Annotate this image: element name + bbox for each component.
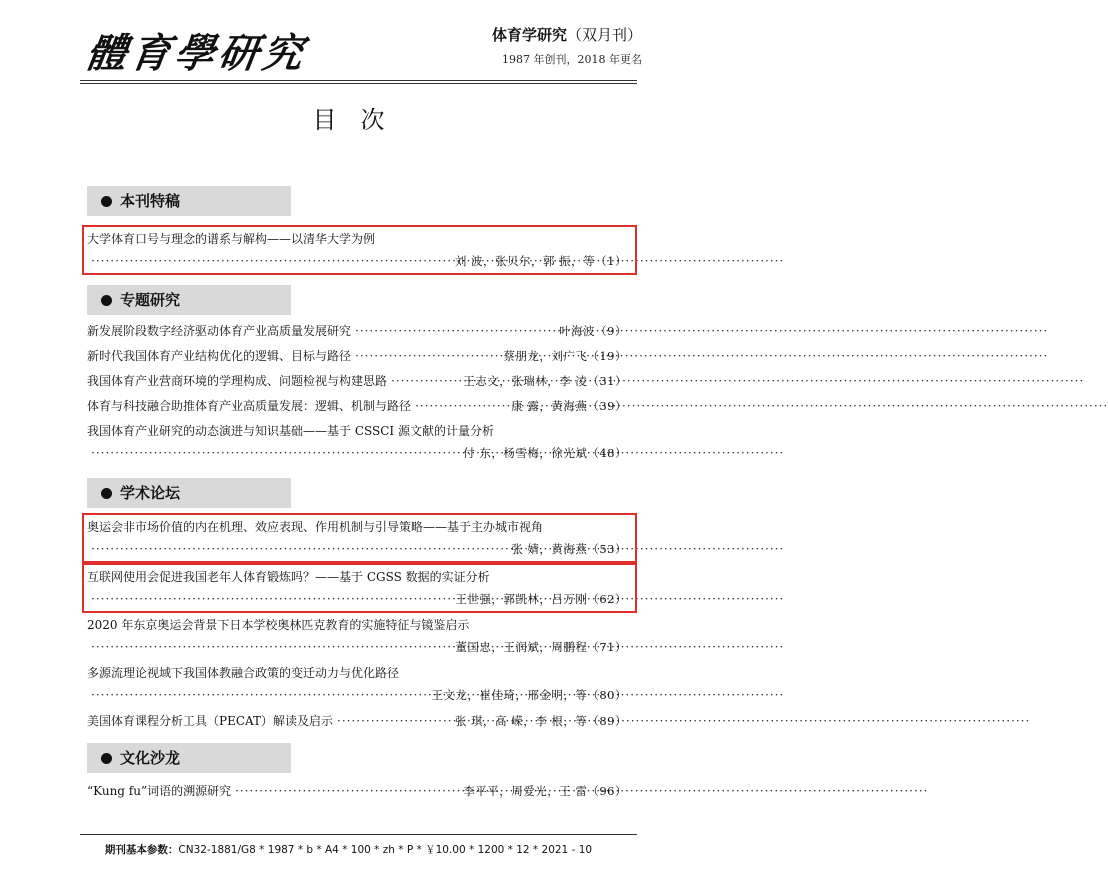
entry-page: 96 xyxy=(599,784,615,798)
section-title: 专题研究 xyxy=(120,291,181,309)
entry-title: 我国体育产业研究的动态演进与知识基础——基于 CSSCI 源文献的计量分析 xyxy=(87,424,494,438)
bullet-icon xyxy=(101,753,112,764)
entry-authors: 付 东，杨雪梅，徐光斌（48） xyxy=(463,446,627,460)
entry-title: 我国体育产业营商环境的学理构成、问题检视与构建思路 xyxy=(87,374,388,388)
highlight-box xyxy=(82,563,637,613)
leader-dots xyxy=(355,320,555,342)
bullet-icon xyxy=(101,295,112,306)
bullet-icon xyxy=(101,196,112,207)
journal-frequency: （双月刊） xyxy=(566,26,642,44)
entry-title: 多源流理论视域下我国体教融合政策的变迁动力与优化路径 xyxy=(87,666,400,680)
entry-title: 新时代我国体育产业结构优化的逻辑、目标与路径 xyxy=(87,349,352,363)
entry-title: 奥运会非市场价值的内在机理、效应表现、作用机制与引导策略——基于主办城市视角 xyxy=(87,520,544,534)
entry-title: 新发展阶段数字经济驱动体育产业高质量发展研究 xyxy=(87,324,352,338)
bullet-icon xyxy=(101,488,112,499)
entry-page: 80 xyxy=(599,688,615,702)
highlight-box xyxy=(82,513,637,563)
section-header-culture xyxy=(87,743,291,773)
entry-page: 19 xyxy=(599,349,615,363)
footer-rule xyxy=(80,834,637,835)
entry-page: 31 xyxy=(599,374,615,388)
entry-page: 39 xyxy=(599,399,615,413)
entry-authors: 康 露，黄海燕（39） xyxy=(511,399,627,413)
leader-dots xyxy=(355,345,499,367)
entry-authors: 王世强，郭凯林，吕万刚（62） xyxy=(455,592,627,606)
entry-page: 71 xyxy=(599,640,615,654)
entry-title: 体育与科技融合助推体育产业高质量发展：逻辑、机制与路径 xyxy=(87,399,412,413)
entry-authors: 王志文，张瑞林，李 凌（31） xyxy=(463,374,627,388)
highlight-box xyxy=(82,225,637,275)
journal-name xyxy=(492,24,642,45)
entry-page: 9 xyxy=(607,324,615,338)
toc-entry[interactable] xyxy=(87,614,627,658)
entry-title: 大学体育口号与理念的谱系与解构——以清华大学为例 xyxy=(87,232,376,246)
header-rule xyxy=(80,80,637,81)
entry-authors: 张 婧，黄海燕（53） xyxy=(511,542,627,556)
entry-authors: 蔡朋龙，刘广飞（19） xyxy=(503,349,627,363)
leader-dots xyxy=(91,636,451,658)
leader-dots xyxy=(91,442,459,464)
toc-entry[interactable] xyxy=(87,710,627,732)
entry-authors: 刘 波，张贝尔，郭 振，等（1） xyxy=(454,254,627,268)
journal-name-text: 体育学研究 xyxy=(491,26,567,44)
toc-entry[interactable] xyxy=(87,780,627,802)
leader-dots xyxy=(235,780,459,802)
parameters-label: 期刊基本参数： xyxy=(104,844,179,856)
section-header-special xyxy=(87,285,291,315)
entry-page: 89 xyxy=(599,714,615,728)
leader-dots xyxy=(91,684,427,706)
parameters-value: CN32-1881/G8 * 1987 * b * A4 * 100 * zh * P * ￥10.00 * 1200 * 12 * 2021 - 10 xyxy=(178,844,593,856)
toc-entry[interactable] xyxy=(87,320,627,342)
toc-entry[interactable] xyxy=(87,395,627,417)
toc-entry[interactable] xyxy=(87,662,627,706)
entry-title: “Kung fu”词语的溯源研究 xyxy=(87,784,232,798)
leader-dots xyxy=(337,710,451,732)
entry-authors: 张 琪，高 嵘，李 根，等（89） xyxy=(454,714,627,728)
page-title: 目次 xyxy=(312,106,409,134)
leader-dots xyxy=(415,395,507,417)
journal-parameters xyxy=(0,842,697,857)
entry-page: 62 xyxy=(599,592,615,606)
toc-entry[interactable] xyxy=(87,370,627,392)
journal-logo: 體育學研究 xyxy=(83,30,310,77)
section-header-forum xyxy=(87,478,291,508)
entry-authors: 叶海波（9） xyxy=(559,324,627,338)
entry-title: 互联网使用会促进我国老年人体育锻炼吗？——基于 CGSS 数据的实证分析 xyxy=(87,570,490,584)
entry-authors: 董国忠，王润斌，周鹏程（71） xyxy=(455,640,627,654)
toc-entry[interactable] xyxy=(87,420,627,464)
toc-entry[interactable] xyxy=(87,345,627,367)
entry-authors: 李平平，周爱光，王 雷（96） xyxy=(463,784,627,798)
entry-title: 2020 年东京奥运会背景下日本学校奥林匹克教育的实施特征与镜鉴启示 xyxy=(87,618,470,632)
journal-founded: 1987 年创刊，2018 年更名 xyxy=(502,53,642,66)
entry-page: 1 xyxy=(607,254,615,268)
entry-authors: 王文龙，崔佳琦，邢金明，等（80） xyxy=(431,688,627,702)
section-header-feature xyxy=(87,186,291,216)
leader-dots xyxy=(391,370,459,392)
entry-title: 美国体育课程分析工具（PECAT）解读及启示 xyxy=(87,714,334,728)
section-title: 文化沙龙 xyxy=(120,749,181,767)
section-title: 学术论坛 xyxy=(120,484,181,502)
entry-page: 48 xyxy=(599,446,615,460)
header-rule-secondary xyxy=(80,83,637,84)
section-title: 本刊特稿 xyxy=(120,192,181,210)
entry-page: 53 xyxy=(599,542,615,556)
